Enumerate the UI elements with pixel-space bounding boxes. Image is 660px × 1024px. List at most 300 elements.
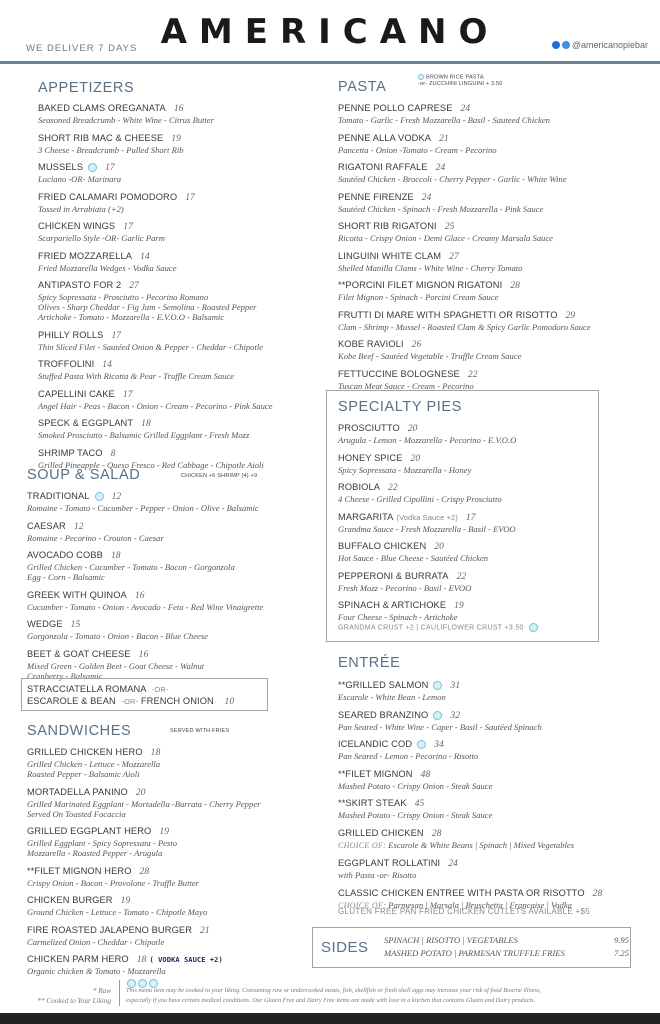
legend: * Raw ** Cooked to Your Liking <box>37 987 111 1005</box>
menu-item <box>38 418 328 440</box>
menu-item <box>27 521 317 543</box>
item-name-line <box>27 521 317 533</box>
menu-item <box>27 866 317 888</box>
item-description <box>38 204 328 214</box>
item-name-line <box>27 787 317 799</box>
item-description-text: Crispy Onion - Bacon - Provolone - Truffle Butter <box>27 877 200 888</box>
menu-item <box>338 680 638 702</box>
menu-item <box>338 453 593 475</box>
sides-box <box>312 927 631 968</box>
item-description <box>338 612 593 622</box>
item-name: HONEY SPICE <box>338 452 403 463</box>
item-description-text: Grilled Eggplant - Spicy Sopressata - Pesto <box>27 838 178 848</box>
entree-title: ENTRÉE <box>338 655 401 671</box>
item-description <box>338 263 638 273</box>
item-price: 17 <box>111 330 122 341</box>
item-description-text: Grilled Pineapple - Queso Fresco - Red Cabbage - Chipotle Aioli <box>38 459 264 470</box>
item-name-line <box>338 769 638 781</box>
item-description <box>338 233 638 243</box>
item-description-text: Filet Mignon - Spinach - Porcini Cream Sauce <box>338 292 499 302</box>
menu-item <box>27 619 317 641</box>
disclaimer: This menu item may be cooked to your liking. Consuming raw or undercooked meats, fish, shellfish or fresh shell eggs may increase your risk of food Bourne illness, especially if you have certain medical conditions. Our Gluten Free and Dairy Free items are made with love in a kitchen that contains Gluten and Dairy products. <box>126 987 542 1004</box>
item-description-text: Sautéed Chicken - Spinach - Fresh Mozzarella - Pink Sauce <box>338 203 544 214</box>
item-description-text: Ground Chicken - Lettuce - Tomato - Chipotle Mayo <box>27 907 208 917</box>
item-description <box>338 115 638 125</box>
item-description <box>338 722 638 732</box>
item-price: 21 <box>200 925 210 936</box>
item-price: 20 <box>410 453 421 464</box>
choice-label: CHOICE OF: <box>338 840 387 850</box>
item-extra: (Vodka Sauce +2) <box>396 512 458 522</box>
item-name-line <box>338 162 638 174</box>
item-name-line <box>338 710 638 722</box>
item-price: 21 <box>439 133 449 144</box>
menu-item <box>338 798 638 820</box>
item-name: SHORT RIB RIGATONI <box>338 221 437 231</box>
item-name: CHICKEN WINGS <box>38 221 116 231</box>
soup-salad-list <box>27 491 317 688</box>
item-name-line <box>338 541 593 553</box>
item-name: PENNE FIRENZE <box>338 191 414 202</box>
item-name-line <box>38 133 328 145</box>
item-name-line <box>27 550 317 562</box>
item-price: 14 <box>102 360 112 370</box>
item-description-text: Fresh Mozz - Pecorino - Basil - EVOO <box>338 582 472 593</box>
item-description <box>338 781 638 791</box>
item-name-line <box>27 590 317 602</box>
item-name: GRILLED CHICKEN HERO <box>27 747 143 757</box>
item-description <box>38 401 328 411</box>
item-name-line <box>338 858 638 870</box>
item-description <box>27 562 317 572</box>
item-name: WEDGE <box>27 619 63 629</box>
menu-item <box>338 369 638 391</box>
item-description <box>38 371 328 381</box>
item-description-text: Shelled Manilla Clams - White Wine - Cherry Tomato <box>338 262 523 273</box>
item-description <box>338 870 638 880</box>
item-description <box>27 572 317 582</box>
footer-divider <box>119 980 120 1006</box>
item-price: 28 <box>139 866 150 877</box>
item-description <box>338 840 638 851</box>
item-description <box>27 907 317 917</box>
item-name: RIGATONI RAFFALE <box>338 162 428 172</box>
social-handle[interactable] <box>552 40 648 50</box>
item-name: TROFFOLINI <box>38 359 95 369</box>
item-description-text: Cucumber - Tomato - Onion - Avocado - Feta - Red Wine Vinaigrette <box>27 601 264 612</box>
item-description-text: Romaine - Tomato - Cucumber - Pepper - Onion - Olive - Balsamic <box>27 503 259 513</box>
item-name-line <box>27 826 317 838</box>
item-name: SHRIMP TACO <box>38 447 103 458</box>
soup-line-1: STRACCIATELLA ROMANA -OR- <box>27 684 169 694</box>
pasta-title: PASTA <box>338 79 387 95</box>
item-name-line <box>338 133 638 145</box>
item-name: EGGPLANT ROLLATINI <box>338 858 441 868</box>
item-price: 24 <box>460 104 471 114</box>
item-price: 48 <box>420 769 431 780</box>
menu-item <box>27 491 317 513</box>
item-description-text: Pan Seared - White Wine - Caper - Basil - Sautéed Spinach <box>338 721 542 732</box>
menu-item <box>338 828 638 851</box>
item-name-line <box>338 888 638 900</box>
item-description-text: Grilled Marinated Eggplant - Mortadella -Burrata - Cherry Pepper <box>27 798 261 809</box>
item-description-text: 3 Cheese - Breadcrumb - Pulled Short Rib <box>38 144 184 155</box>
item-name: FRIED CALAMARI POMODORO <box>38 191 178 202</box>
item-description-text: Hot Sauce - Blue Cheese - Sautéed Chicken <box>338 553 489 563</box>
item-price: 16 <box>138 649 149 660</box>
item-description <box>38 342 328 352</box>
item-name: FETTUCCINE BOLOGNESE <box>338 368 460 379</box>
item-name: BEET & GOAT CHEESE <box>27 648 131 659</box>
item-price: 24 <box>435 163 446 173</box>
item-price: 18 <box>110 551 121 561</box>
menu-item <box>27 787 317 819</box>
item-description-text: Olives - Sharp Cheddar - Fig Jam - Semolina - Roasted Pepper <box>38 302 257 312</box>
item-description <box>38 312 328 322</box>
item-price: 12 <box>111 492 122 502</box>
item-description-text: with Pasta -or- Risotto <box>338 870 417 880</box>
sides-title: SIDES <box>321 939 369 956</box>
item-name-line <box>338 221 638 233</box>
menu-item <box>38 251 328 273</box>
facebook-icon <box>552 41 560 49</box>
item-description-text: Mashed Potato - Crispy Onion - Steak Sauce <box>338 780 493 791</box>
item-name: PHILLY ROLLS <box>38 329 104 340</box>
menu-item <box>38 389 328 411</box>
item-name: FRUTTI DI MARE WITH SPAGHETTI OR RISOTTO <box>338 309 558 320</box>
item-description <box>338 524 593 534</box>
item-name-line <box>338 251 638 263</box>
menu-item <box>27 590 317 612</box>
item-description <box>27 937 317 947</box>
item-description-text: Romaine - Pecorino - Crouton - Caesar <box>27 532 164 543</box>
menu-item <box>338 103 638 125</box>
menu-item <box>38 133 328 155</box>
menu-item <box>338 162 638 184</box>
instagram-icon <box>562 41 570 49</box>
item-description-text: Scarpariello Style -OR- Garlic Parm <box>38 233 165 243</box>
menu-item <box>338 251 638 273</box>
restaurant-logo: AMERICANO <box>160 12 500 52</box>
menu-item <box>338 541 593 563</box>
social-handle-text: @americanopiebar <box>571 40 648 50</box>
menu-item <box>38 330 328 352</box>
soup-line-2: ESCAROLE & BEAN -OR- FRENCH ONION 10 <box>27 696 235 707</box>
item-price: 27 <box>129 281 139 291</box>
item-description <box>27 799 317 809</box>
menu-item <box>38 359 328 381</box>
item-description-text: Escarole - White Bean - Lemon <box>338 692 446 702</box>
gluten-free-note: GLUTEN FREE PAN FRIED CHICKEN CUTLETS AVAILABLE +$5 <box>338 907 591 916</box>
item-description <box>338 810 638 820</box>
sandwiches-title: SANDWICHES <box>27 723 132 739</box>
item-description <box>27 809 317 819</box>
item-name-line <box>38 448 328 460</box>
item-name: SPECK & EGGPLANT <box>38 418 134 428</box>
menu-item <box>338 571 593 593</box>
menu-item <box>338 858 638 880</box>
item-description <box>338 204 638 214</box>
item-price: 19 <box>171 133 182 144</box>
item-name: GREEK WITH QUINOA <box>27 589 127 600</box>
item-description <box>338 381 638 391</box>
item-name-line <box>27 954 317 966</box>
gluten-free-icon <box>88 163 97 172</box>
item-price: 16 <box>134 590 145 601</box>
item-description-text: Gorgonzola - Tomato - Onion - Bacon - Blue Cheese <box>27 631 209 641</box>
item-name-line <box>338 339 638 351</box>
item-name-line <box>38 251 328 263</box>
item-description <box>38 174 328 184</box>
item-name: **FILET MIGNON HERO <box>27 865 132 876</box>
item-description <box>38 233 328 243</box>
item-description-text: Organic chicken & Tomato - Mozzarella <box>27 966 166 976</box>
item-name: TRADITIONAL <box>27 491 90 501</box>
item-price: 25 <box>444 222 455 232</box>
item-description <box>38 430 328 440</box>
item-name-line <box>38 103 328 115</box>
item-name-line <box>338 828 638 840</box>
item-price: 17 <box>123 222 133 232</box>
item-name-line <box>338 453 593 465</box>
item-name-line <box>27 619 317 631</box>
item-description-text: Luciano -OR- Marinara <box>38 174 122 184</box>
item-description-text: Tomato - Garlic - Fresh Mozzarella - Basil - Sauteed Chicken <box>338 115 550 125</box>
menu-item <box>338 512 593 534</box>
item-description-text: Tuscan Meat Sauce - Cream - Pecorino <box>338 380 474 391</box>
item-description-text: Arugula - Lemon - Mozzarella - Pecorino - E.V.O.O <box>338 435 517 445</box>
item-description <box>38 292 328 302</box>
menu-item <box>338 310 638 332</box>
item-price: 18 <box>150 748 161 758</box>
item-name-line <box>338 310 638 322</box>
item-description-text: Angel Hair - Peas - Bacon - Onion - Cream - Pecorino - Pink Sauce <box>38 400 273 411</box>
item-description-text: Mashed Potato - Crispy Onion - Steak Sauce <box>338 810 493 820</box>
menu-item <box>338 192 638 214</box>
soup-salad-title: SOUP & SALAD <box>27 467 141 483</box>
item-name: BAKED CLAMS OREGANATA <box>38 103 166 113</box>
item-name-line <box>38 192 328 204</box>
item-name-line <box>38 221 328 233</box>
gluten-free-icon <box>417 740 426 749</box>
menu-item <box>27 747 317 779</box>
item-description-text: Mozzarella - Roasted Pepper - Arugula <box>27 848 163 858</box>
soup-salad-addons: CHICKEN +6 SHRIMP (4) +9 <box>181 473 258 479</box>
item-description <box>338 174 638 184</box>
item-name: FRIED MOZZARELLA <box>38 250 133 261</box>
item-description <box>38 145 328 155</box>
item-description-text: Grandma Sauce - Fresh Mozzarella - Basil - EVOO <box>338 523 516 534</box>
item-description-text: 4 Cheese - Grilled Cipollini - Crispy Prosciutto <box>338 494 502 504</box>
item-description-text: Cranberry - Balsamic <box>27 670 103 681</box>
item-price: 34 <box>434 740 444 750</box>
menu-item <box>38 221 328 243</box>
item-name: AVOCADO COBB <box>27 550 103 560</box>
item-description-text: Served On Toasted Focaccia <box>27 808 126 819</box>
item-description <box>27 631 317 641</box>
item-price: 32 <box>450 710 461 721</box>
item-name: GRILLED CHICKEN <box>338 827 424 838</box>
specialty-pies-title: SPECIALTY PIES <box>338 399 462 415</box>
item-name-line <box>338 369 638 381</box>
item-description-text: Four Cheese - Spinach - Artichoke <box>338 612 458 622</box>
item-name: MARGARITA <box>338 511 394 522</box>
crust-options: GRANDMA CRUST +2 | CAULIFLOWER CRUST +3.50 <box>338 623 538 632</box>
sides-row: MASHED POTATO | PARMESAN TRUFFLE FRIES 7.25 <box>384 948 629 958</box>
item-description <box>27 878 317 888</box>
item-price: 29 <box>565 310 576 321</box>
item-name: **PORCINI FILET MIGNON RIGATONI <box>338 280 503 290</box>
item-description <box>338 692 638 702</box>
item-description <box>38 263 328 273</box>
item-description-text: Carmelized Onion - Cheddar - Chipotle <box>27 936 165 947</box>
item-description <box>27 966 317 976</box>
gluten-free-icon <box>95 492 104 501</box>
item-price: 24 <box>448 859 458 869</box>
item-name: KOBE RAVIOLI <box>338 339 404 349</box>
item-description <box>27 533 317 543</box>
item-price: 8 <box>110 448 116 459</box>
menu-item <box>27 826 317 858</box>
item-name: ROBIOLA <box>338 482 381 492</box>
item-description-text: Mixed Green - Golden Beet - Goat Cheese - Walnut <box>27 660 205 671</box>
menu-item <box>27 954 317 976</box>
item-price: 19 <box>120 896 131 906</box>
item-name: CHICKEN BURGER <box>27 895 113 905</box>
item-name-line <box>338 192 638 204</box>
item-name-line <box>27 649 317 661</box>
item-price: 26 <box>411 340 422 350</box>
item-name: **GRILLED SALMON <box>338 680 429 690</box>
item-name: MUSSELS <box>38 162 84 172</box>
item-description <box>338 553 593 563</box>
item-description <box>338 494 593 504</box>
item-description <box>338 583 593 593</box>
item-description <box>27 759 317 769</box>
item-description-text: Fried Mozzarella Wedges - Vodka Sauce <box>38 262 177 273</box>
choice-label: CHOICE OF: <box>338 900 387 910</box>
menu-item <box>338 423 593 445</box>
item-description <box>338 322 638 332</box>
item-description-text: Spicy Sopressata - Mozzarella - Honey <box>338 464 472 475</box>
item-description <box>338 435 593 445</box>
item-name-line <box>338 571 593 583</box>
item-name-line <box>38 389 328 401</box>
item-name-line <box>338 512 593 524</box>
item-name: SHORT RIB MAC & CHEESE <box>38 132 164 143</box>
item-description-text: Kobe Beef - Sautéed Vegetable - Truffle Cream Sauce <box>338 351 522 361</box>
delivery-note: WE DELIVER 7 DAYS <box>26 43 138 54</box>
item-price: 45 <box>414 799 425 809</box>
item-name-line <box>38 418 328 430</box>
item-name: PROSCIUTTO <box>338 423 400 433</box>
item-name-line <box>338 103 638 115</box>
item-description-text: Pan Seared - Lemon - Pecorino - Risotto <box>338 751 479 761</box>
item-name-line <box>27 866 317 878</box>
item-description <box>38 115 328 125</box>
item-price: 16 <box>173 104 184 114</box>
menu-item <box>338 600 593 622</box>
item-price: 17 <box>122 389 133 400</box>
sandwiches-note: SERVED WITH FRIES <box>170 728 230 734</box>
item-name-line <box>338 798 638 810</box>
item-name: **FILET MIGNON <box>338 768 413 779</box>
item-name-line <box>27 747 317 759</box>
item-description <box>27 848 317 858</box>
item-name: GRILLED EGGPLANT HERO <box>27 826 152 836</box>
item-name-line <box>338 482 593 494</box>
item-description <box>338 292 638 302</box>
item-description <box>338 351 638 361</box>
menu-item <box>27 895 317 917</box>
header-divider <box>0 61 660 64</box>
item-name: BUFFALO CHICKEN <box>338 541 427 551</box>
pasta-list <box>338 103 638 398</box>
item-name-line <box>338 280 638 292</box>
item-price: 27 <box>449 251 459 262</box>
menu-item <box>338 739 638 761</box>
item-name-line <box>338 739 638 751</box>
item-name: FIRE ROASTED JALAPENO BURGER <box>27 924 193 935</box>
item-description-text: Grilled Chicken - Cucumber - Tomato - Bacon - Gorgonzola <box>27 562 235 572</box>
menu-item <box>338 482 593 504</box>
menu-item <box>338 280 638 302</box>
item-price: 22 <box>467 369 478 380</box>
sides-row: SPINACH | RISOTTO | VEGETABLES 9.95 <box>384 935 629 945</box>
item-name-line <box>338 600 593 612</box>
item-name: SPINACH & ARTICHOKE <box>338 600 447 610</box>
item-description-text: Grilled Chicken - Lettuce - Mozzarella <box>27 759 161 769</box>
item-name-line <box>27 925 317 937</box>
menu-item <box>27 649 317 681</box>
menu-item <box>38 280 328 322</box>
item-price: 19 <box>159 827 170 837</box>
item-price: 28 <box>431 828 442 839</box>
item-description <box>27 661 317 671</box>
specialty-pies-list <box>338 423 593 630</box>
item-name: ANTIPASTO FOR 2 <box>38 280 122 290</box>
item-description-text: Parmesan | Marsala | Bruschetta | Francaise | Vodka <box>388 899 572 910</box>
item-name: CAESAR <box>27 520 66 531</box>
menu-item <box>338 221 638 243</box>
item-name: LINGUINI WHITE CLAM <box>338 250 442 261</box>
item-description <box>338 751 638 761</box>
item-description-text: Ricotta - Crispy Onion - Demi Glace - Creamy Marsala Sauce <box>338 233 553 243</box>
appetizers-list <box>38 103 328 477</box>
item-description-text: Pancetta - Onion -Tomato - Cream - Pecorino <box>338 144 497 155</box>
menu-item <box>338 710 638 732</box>
item-description-text: Sautéed Chicken - Broccoli - Cherry Pepper - Garlic - White Wine <box>338 174 567 184</box>
item-name-line <box>27 491 317 503</box>
item-description-text: Artichoke - Tomato - Mozzarella - E.V.O.O - Balsamic <box>38 312 225 322</box>
item-description-text: Tossed in Arrabiata (+2) <box>38 203 124 214</box>
menu-item <box>338 769 638 791</box>
item-price: 24 <box>421 192 432 203</box>
item-description-text: Seasoned Breadcrumb - White Wine - Citrus Butter <box>38 115 215 125</box>
item-price: 17 <box>465 512 476 523</box>
item-price: 17 <box>185 192 195 203</box>
pasta-substitution-note: BROWN RICE PASTA -or- ZUCCHINI LINGUINI + 3.50 <box>418 74 503 88</box>
item-description <box>38 302 328 312</box>
item-description-text: Spicy Sopressata - Prosciutto - Pecorino Romano <box>38 292 209 302</box>
item-name: CHICKEN PARM HERO <box>27 954 129 964</box>
item-name: PENNE POLLO CAPRESE <box>338 103 453 113</box>
item-price: 15 <box>70 620 81 630</box>
item-description-text: Thin Sliced Filet - Sautéed Onion & Pepper - Cheddar - Chipotle <box>38 341 264 352</box>
item-name: CAPELLINI CAKE <box>38 388 115 399</box>
menu-item <box>338 133 638 155</box>
appetizers-title: APPETIZERS <box>38 80 135 96</box>
